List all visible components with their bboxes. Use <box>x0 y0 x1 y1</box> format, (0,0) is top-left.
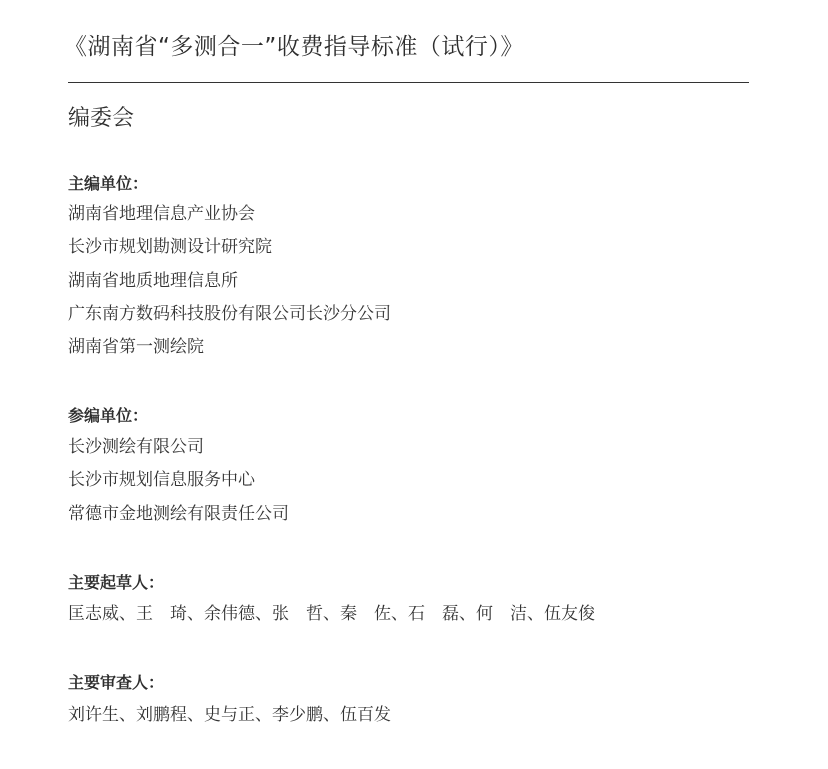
chief-editor-item: 湖南省地理信息产业协会 <box>68 204 255 224</box>
chief-editor-item: 湖南省第一测绘院 <box>68 337 204 358</box>
section-heading-editorial-board: 编委会 <box>68 106 135 131</box>
chief-editors-label: 主编单位： <box>68 174 149 193</box>
participating-editors-label: 参编单位： <box>68 406 149 425</box>
title-divider <box>68 82 749 83</box>
participating-editors-list <box>68 431 289 531</box>
document-title: 《湖南省“多测合一”收费指导标准（试行）》 <box>64 34 524 60</box>
chief-editors-list <box>68 198 391 364</box>
reviewers-label: 主要审查人： <box>68 673 165 692</box>
participating-editor-item: 长沙市规划信息服务中心 <box>68 470 255 491</box>
participating-editor-item: 常德市金地测绘有限责任公司 <box>68 503 289 524</box>
participating-editor-item: 长沙测绘有限公司 <box>68 437 204 457</box>
chief-editor-item: 湖南省地质地理信息所 <box>68 270 238 291</box>
chief-editor-item: 广东南方数码科技股份有限公司长沙分公司 <box>68 303 391 324</box>
drafters-names: 匡志威、王 琦、余伟德、张 哲、秦 佐、石 磊、何 洁、伍友俊 <box>68 604 595 624</box>
drafters-label: 主要起草人： <box>68 573 165 592</box>
chief-editor-item: 长沙市规划勘测设计研究院 <box>68 237 272 258</box>
reviewers-names: 刘许生、刘鹏程、史与正、李少鹏、伍百发 <box>68 705 391 725</box>
